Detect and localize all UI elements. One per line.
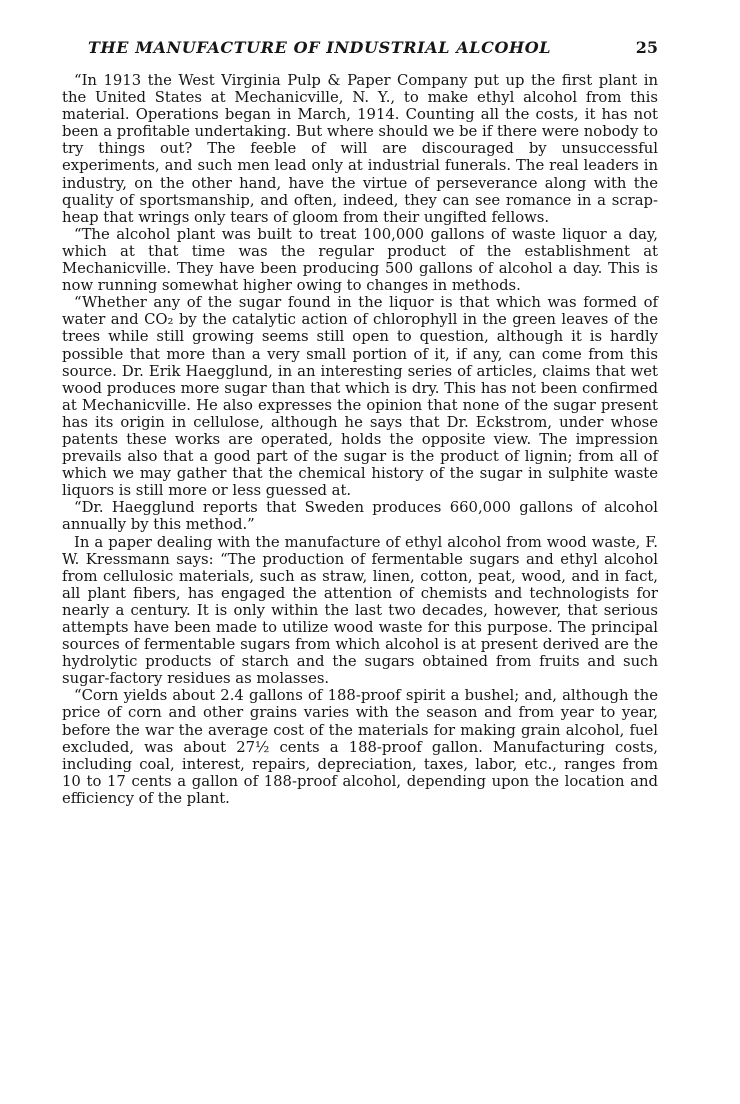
paragraph: In a paper dealing with the manufacture of ethyl alcohol from wood waste, F. W. Kressmann says: “The production of fermentable sugars and ethyl alcohol from cellulosic materials, such as straw, linen, cotton, peat, wood, and in fact, all plant fibers, has engaged the attention of chemists and technologists for nearly a century. It is only within the last two decades, however, that serious attempts have been made to utilize wood waste for this purpose. The principal sources of fermentable sugars from which alcohol is at present derived are the hydrolytic products of starch and the sugars obtained from fruits and such sugar-factory residues as molasses. [62,533,658,688]
running-title: THE MANUFACTURE OF INDUSTRIAL ALCOHOL [88,38,552,57]
body-text [62,72,658,807]
paragraph: “Whether any of the sugar found in the liquor is that which was formed of water and CO₂ by the catalytic action of chlorophyll in the green leaves of the trees while still growing seems still open to question, although it is hardly possible that more than a very small portion of it, if any, can come from this source. Dr. Erik Haegglund, in an interesting series of articles, claims that wet wood produces more sugar than that which is dry. This has not been confirmed at Mechanicville. He also expresses the opinion that none of the sugar present has its origin in cellulose, although he says that Dr. Eckstrom, under whose patents these works are operated, holds the opposite view. The impression prevails also that a good part of the sugar is the product of lignin; from all of which we may gather that the chemical history of the sugar in sulphite waste liquors is still more or less guessed at. [62,294,658,500]
paragraph: “The alcohol plant was built to treat 100,000 gallons of waste liquor a day, which at that time was the regular product of the establishment at Mechanicville. They have been producing 500 gallons of alcohol a day. This is now running somewhat higher owing to changes in methods. [62,225,658,295]
paragraph: “Dr. Haegglund reports that Sweden produces 660,000 gallons of alcohol annually by this method.” [62,499,658,534]
page-number: 25 [635,38,658,57]
paragraph: “Corn yields about 2.4 gallons of 188-proof spirit a bushel; and, although the price of corn and other grains varies with the season and from year to year, before the war the average cost of the materials for making grain alcohol, fuel excluded, was about 27½ cents a 188-proof gallon. Manufacturing costs, including coal, interest, repairs, depreciation, taxes, labor, etc., ranges from 10 to 17 cents a gallon of 188-proof alcohol, depending upon the location and efficiency of the plant. [62,687,658,807]
paragraph: “In 1913 the West Virginia Pulp & Paper Company put up the first plant in the United States at Mechanicville, N. Y., to make ethyl alcohol from this material. Operations began in March, 1914. Counting all the costs, it has not been a profitable undertaking. But where should we be if there were nobody to try things out? The feeble of will are discouraged by unsuccessful experiments, and such men lead only at industrial funerals. The real leaders in industry, on the other hand, have the virtue of perseverance along with the quality of sportsmanship, and often, indeed, they can see romance in a scrap-heap that wrings only tears of gloom from their ungifted fellows. [62,72,658,226]
book-page [62,38,658,807]
page-header [62,38,658,62]
